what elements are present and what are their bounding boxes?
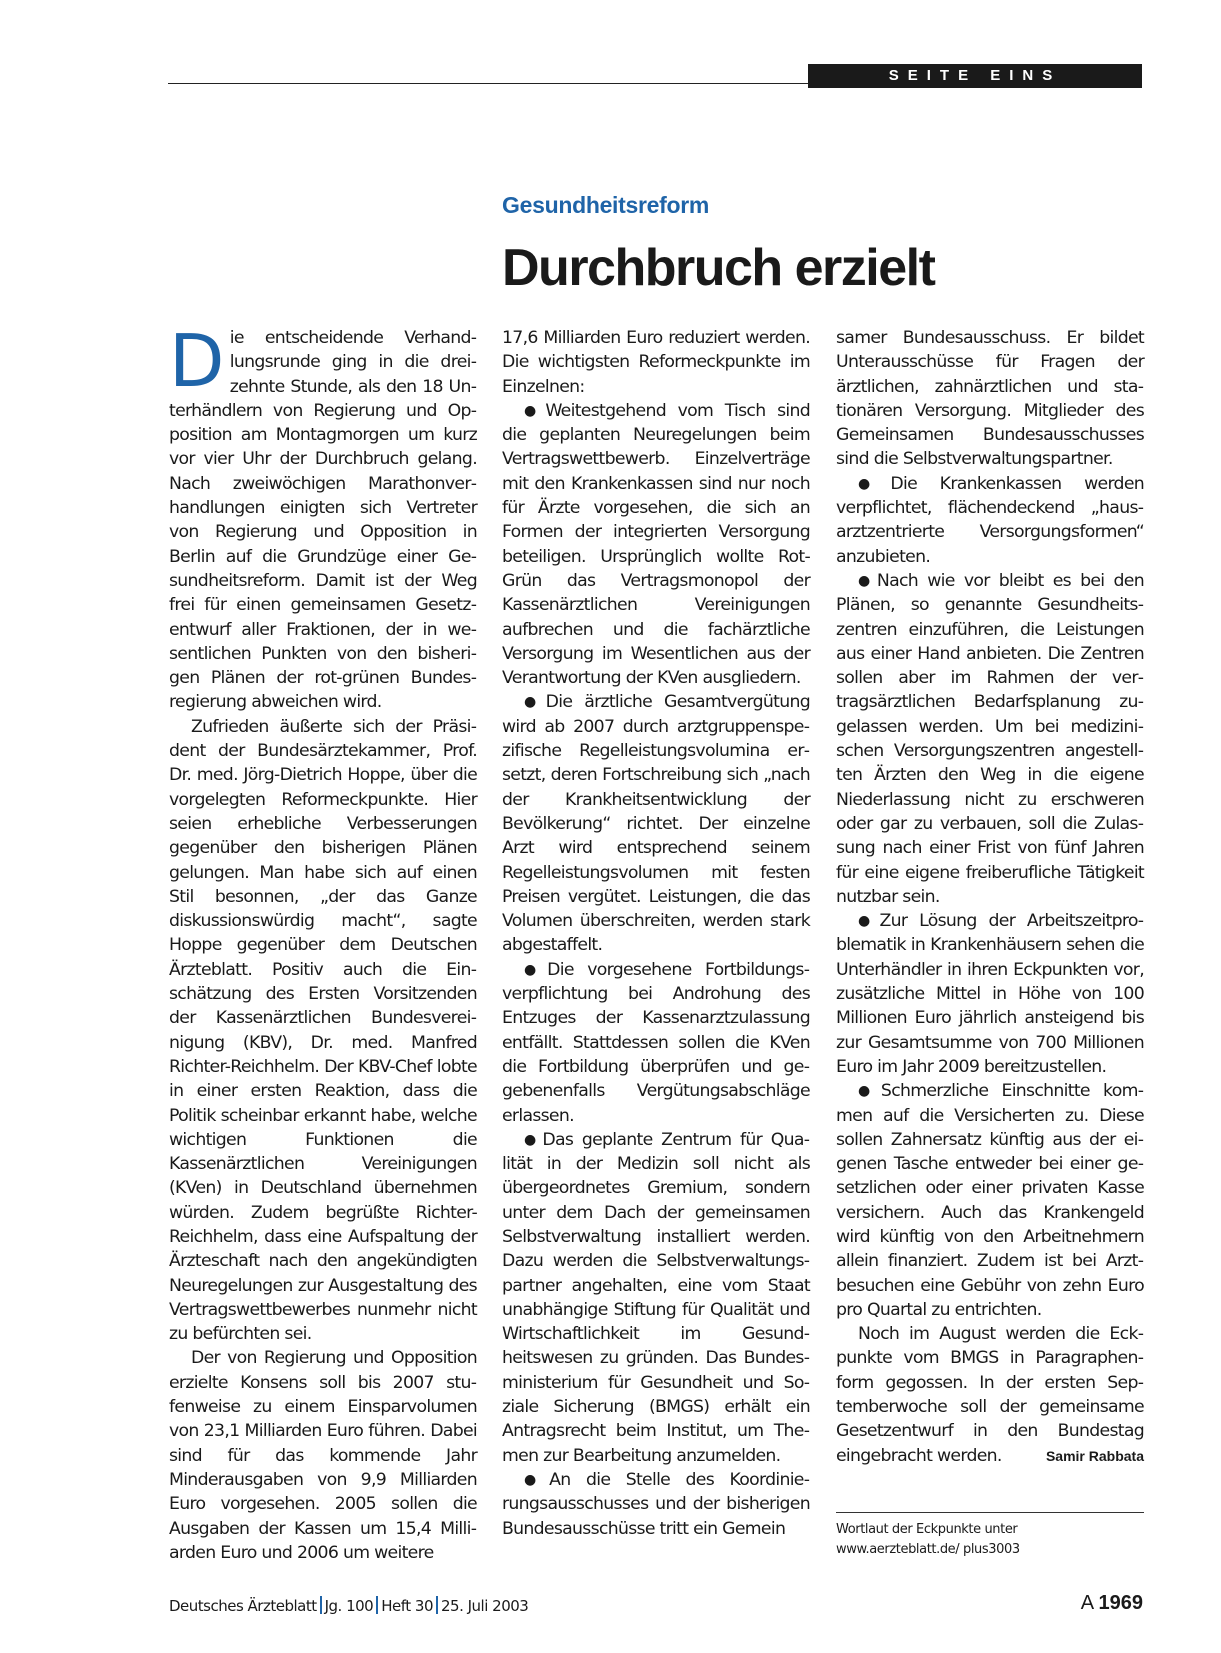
bullet-paragraph: Die Krankenkassen werden verpflichtet, flächendeckend „hausarztzentrierte Versorgungsformen“ anzubieten. (836, 473, 1144, 567)
paragraph: ie entscheidende Verhandlungsrunde ging in die dreizehnte Stunde, als den 18 Unterhändlern von Regierung und Opposition am Montagmorgen um kurz vor vier Uhr der Durchbruch gelang. Nach zweiwöchigen Marathonverhandlungen einigten sich Vertreter von Regierung und Opposition in Berlin auf die Grundzüge einer Gesundheitsreform. Damit ist der Weg frei für einen gemeinsamen Gesetzentwurf aller Fraktionen, der in wesentlichen Punkten von den bisherigen Plänen der rot-grünen Bundesregierung abweichen wird. (169, 328, 477, 713)
issue: Heft 30 (381, 1597, 433, 1615)
text-column-2 (502, 326, 810, 1541)
page-footer (169, 1596, 528, 1615)
bullet-paragraph: Weitestgehend vom Tisch sind die geplanten Neuregelungen beim Vertragswettbewerb. Einzelverträge mit den Krankenkassen sind nur noch für Ärzte vorgesehen, die sich an Formen der integrierten Versorgung beteiligen. Ursprünglich wollte Rot-Grün das Vertragsmonopol der Kassenärztlichen Vereinigungen aufbrechen und die fachärztliche Versorgung im Wesentlichen aus der Verantwortung der KVen ausgliedern. (502, 400, 810, 689)
bullet-paragraph: Die vorgesehene Fortbildungsverpflichtung bei Androhung des Entzuges der Kassenarztzulassung entfällt. Stattdessen sollen die KVen die Fortbildung überprüfen und gegebenenfalls Vergütungsabschläge erlassen. (502, 959, 810, 1126)
drop-cap: D (169, 319, 224, 403)
note-rule (836, 1512, 1144, 1513)
footer-separator (320, 1596, 322, 1614)
bullet-icon: ● (524, 694, 543, 711)
paragraph: Zufrieden äußerte sich der Präsident der Bundesärztekammer, Prof. Dr. med. Jörg-Dietrich Hoppe, über die vorgelegten Reformeckpunkte. Hier seien erhebliche Verbesserungen gegenüber den bisherigen Plänen gelungen. Man habe sich auf einen Stil besonnen, „der das Ganze diskussionswürdig macht“, sagte Hoppe gegenüber dem Deutschen Ärzteblatt. Positiv auch die Einschätzung des Ersten Vorsitzenden der Kassenärztlichen Bundesvereinigung (KBV), Dr. med. Manfred Richter-Reichhelm. Der KBV-Chef lobte in einer ersten Reaktion, dass die Politik scheinbar erkannt habe, welche wichtigen Funktionen die Kassenärztlichen Vereinigungen (KVen) in Deutschland übernehmen würden. Zudem begrüßte Richter-Reichhelm, dass eine Aufspaltung der Ärzteschaft nach den angekündigten Neuregelungen zur Ausgestaltung des Vertragswettbewerbes nunmehr nicht zu befürchten sei. (169, 716, 477, 1345)
paragraph: Der von Regierung und Opposition erzielte Konsens soll bis 2007 stufenweise zu einem Einsparvolumen von 23,1 Milliarden Euro führen. Dabei sind für das kommende Jahr Minderausgaben von 9,9 Milliarden Euro vorgesehen. 2005 sollen die Ausgaben der Kassen um 15,4 Milliarden Euro und 2006 um weitere (169, 1348, 477, 1563)
bullet-icon: ● (858, 1083, 878, 1100)
footer-separator (376, 1596, 378, 1614)
web-note: Wortlaut der Eckpunkte unter www.aerzteblatt.de/ plus3003 (836, 1522, 1020, 1557)
volume: Jg. 100 (324, 1597, 374, 1615)
bullet-paragraph: Die ärztliche Gesamtvergütung wird ab 2007 durch arztgruppenspezifische Regelleistungsvolumina ersetzt, deren Fortschreibung sich „nach der Krankheitsentwicklung der Bevölkerung“ richtet. Der einzelne Arzt wird entsprechend seinem Regelleistungsvolumen mit festen Preisen vergütet. Leistungen, die das Volumen überschreiten, werden stark abgestaffelt. (502, 692, 810, 956)
bullet-paragraph: Zur Lösung der Arbeitszeitproblematik in Krankenhäusern sehen die Unterhändler in ihren Eckpunkten vor, zusätzliche Mittel in Höhe von 100 Millionen Euro jährlich ansteigend bis zur Gesamtsumme von 700 Millionen Euro im Jahr 2009 bereitzustellen. (836, 911, 1144, 1077)
bullet-paragraph: Nach wie vor bleibt es bei den Plänen, so genannte Gesundheitszentren einzuführen, die Leistungen aus einer Hand anbieten. Die Zentren sollen aber im Rahmen der vertragsärztlichen Bedarfsplanung zugelassen werden. Um bei medizinischen Versorgungszentren angestellten Ärzten den Weg in die eigene Niederlassung nicht zu erschweren oder gar zu verbauen, soll die Zulassung nach einer Frist von fünf Jahren für eine eigene freiberufliche Tätigkeit nutzbar sein. (836, 570, 1144, 907)
page-number-value: 1969 (1098, 1592, 1143, 1614)
paragraph: samer Bundesausschuss. Er bildet Unterausschüsse für Fragen der ärztlichen, zahnärztlichen und stationären Versorgung. Mitglieder des Gemeinsamen Bundesausschusses sind die Selbstverwaltungspartner. (836, 328, 1144, 470)
header-rule (168, 83, 808, 84)
section-tag: SEITE EINS (808, 64, 1142, 88)
paragraph: 17,6 Milliarden Euro reduziert werden. Die wichtigsten Reformeckpunkte im Einzelnen: (502, 328, 810, 397)
paragraph: Noch im August werden die Eckpunkte vom BMGS in Paragraphenform gegossen. In der ersten Septemberwoche soll der gemeinsame Gesetzentwurf in den Bundestag eingebracht werden. (836, 1324, 1144, 1466)
page-prefix: A (1080, 1592, 1093, 1614)
page-number (1081, 1592, 1143, 1615)
author-byline: Samir Rabbata (1045, 1447, 1144, 1464)
bullet-icon: ● (524, 1131, 540, 1148)
bullet-paragraph: Das geplante Zentrum für Qualität in der Medizin soll nicht als übergeordnetes Gremium, sondern unter dem Dach der gemeinsamen Selbstverwaltung installiert werden. Dazu werden die Selbstverwaltungspartner angehalten, eine vom Staat unabhängige Stiftung für Qualität und Wirtschaftlichkeit im Gesundheitswesen zu gründen. Das Bundesministerium für Gesundheit und Soziale Sicherung (BMGS) erhält ein Antragsrecht beim Institut, um Themen zur Bearbeitung anzumelden. (502, 1129, 810, 1466)
article-kicker: Gesundheitsreform (502, 192, 710, 218)
bullet-icon: ● (524, 961, 545, 978)
journal-name: Deutsches Ärzteblatt (169, 1597, 317, 1615)
bullet-paragraph: An die Stelle des Koordinierungsausschusses und der bisherigen Bundesausschüsse tritt ein Gemein (502, 1469, 810, 1539)
text-column-1 (169, 319, 477, 1565)
bullet-icon: ● (858, 475, 888, 492)
issue-date: 25. Juli 2003 (441, 1597, 529, 1615)
bullet-paragraph: Schmerzliche Einschnitte kommen auf die Versicherten zu. Diese sollen Zahnersatz künftig aus der eigenen Tasche entweder bei einer gesetzlichen oder einer privaten Kasse versichern. Auch das Krankengeld wird künftig von den Arbeitnehmern allein finanziert. Zudem ist bei Arztbesuchen eine Gebühr von zehn Euro pro Quartal zu entrichten. (836, 1081, 1144, 1320)
text-column-3 (836, 326, 1144, 1468)
article-headline: Durchbruch erzielt (502, 239, 935, 297)
bullet-icon: ● (524, 402, 543, 419)
bullet-icon: ● (524, 1471, 547, 1488)
footer-separator (436, 1596, 438, 1614)
bullet-icon: ● (858, 572, 874, 589)
bullet-icon: ● (858, 913, 877, 930)
